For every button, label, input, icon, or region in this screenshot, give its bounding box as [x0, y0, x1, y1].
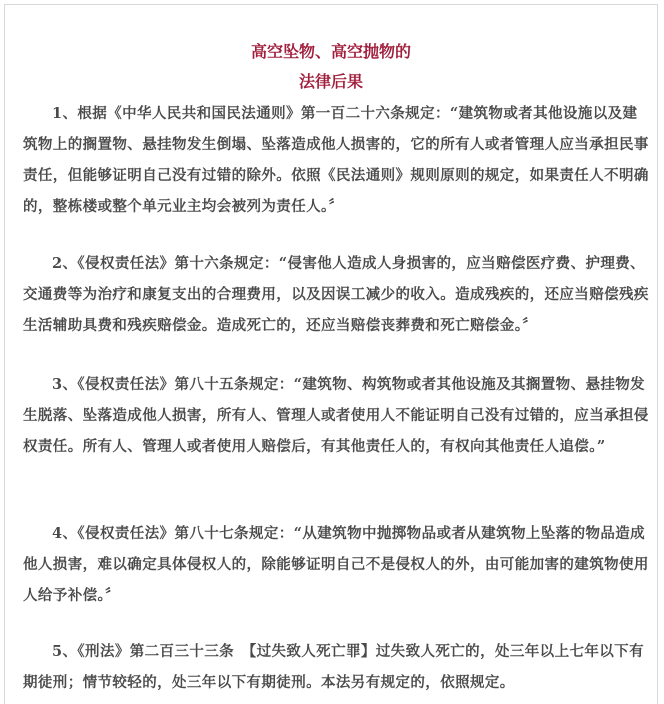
paragraph-1: 1、根据《中华人民共和国民法通则》第一百二十六条规定：“建筑物或者其他设施以及建筑物上的搁置物、悬挂物发生倒塌、坠落造成他人损害的，它的所有人或者管理人应当承担民事责任，但能够证明自己没有过错的除外。依照《民法通则》规则原则的规定，如果责任人不明确的，整栋楼或整个单元业主均会被列为责任人。〞 — [23, 105, 649, 215]
paragraph-4: 4、《侵权责任法》第八十七条规定：“从建筑物中抛掷物品或者从建筑物上坠落的物品造成他人损害，难以确定具体侵权人的，除能够证明自己不是侵权人的外，由可能加害的建筑物使用人给予补偿。〞 — [23, 525, 649, 604]
paragraph-3: 3、《侵权责任法》第八十五条规定：“建筑物、构筑物或者其他设施及其搁置物、悬挂物发生脱落、坠落造成他人损害，所有人、管理人或者使用人不能证明自己没有过错的，应当承担侵权责任。所有人、管理人或者使用人赔偿后，有其他责任人的，有权向其他责任人追偿。” — [23, 376, 649, 455]
paragraph-5: 5、《刑法》第二百三十三条 【过失致人死亡罪】过失致人死亡的，处三年以上七年以下有期徒刑；情节较轻的，处三年以下有期徒刑。本法另有规定的，依照规定。 — [23, 643, 644, 691]
paragraph-2: 2、《侵权责任法》第十六条规定：“侵害他人造成人身损害的，应当赔偿医疗费、护理费、交通费等为治疗和康复支出的合理费用，以及因误工减少的收入。造成残疾的，还应当赔偿残疾生活辅助具费和残疾赔偿金。造成死亡的，还应当赔偿丧葬费和死亡赔偿金。〞 — [23, 255, 649, 334]
article-title-line-2: 法律后果 — [298, 72, 363, 91]
article-frame — [4, 4, 658, 704]
article-title-line-1: 高空坠物、高空抛物的 — [250, 42, 411, 61]
